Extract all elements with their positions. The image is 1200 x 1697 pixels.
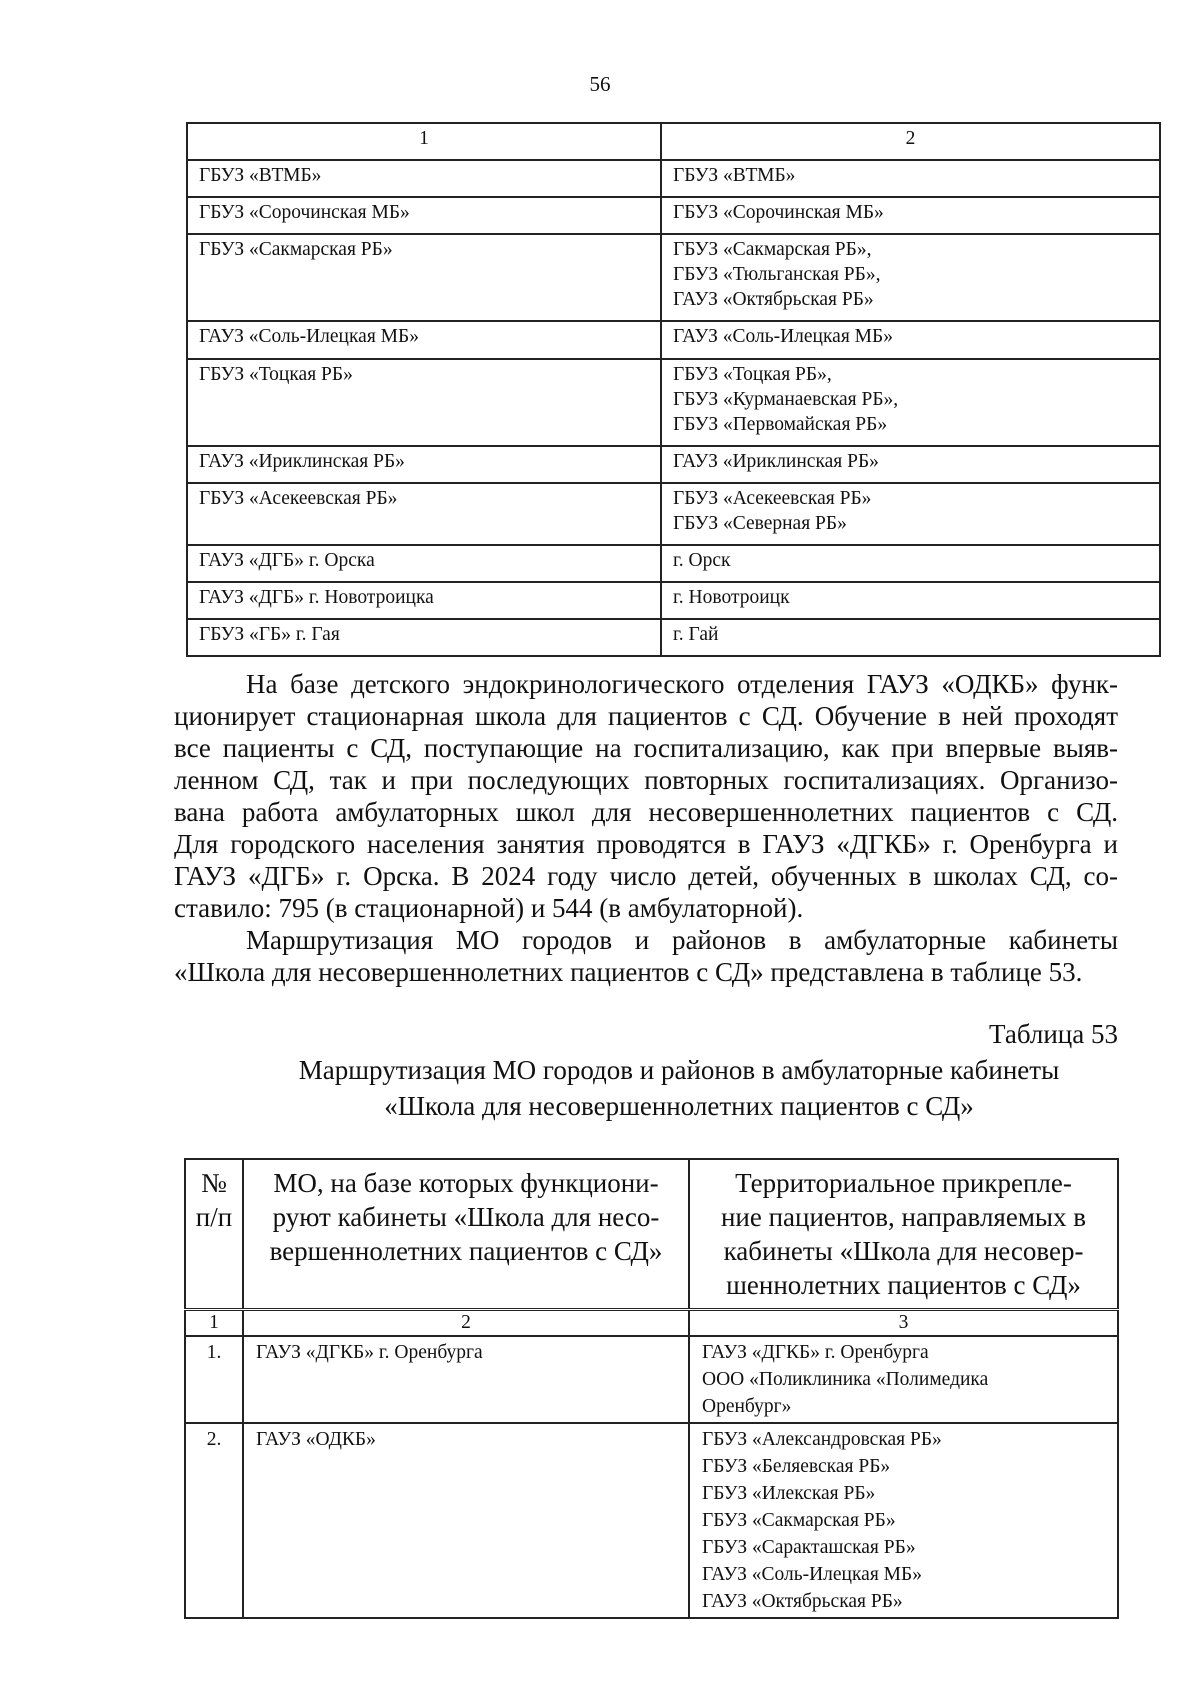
table-label: Таблица 53 [989, 1019, 1118, 1049]
table-row [187, 483, 1160, 545]
text-line: ционирует стационарная школа для пациентов с СД. Обучение в ней проходят [174, 701, 1118, 731]
attached-line: ГАУЗ «Соль-Илецкая МБ» [673, 326, 893, 347]
attached-line: ГБУЗ «Илекская РБ» [702, 1483, 876, 1504]
title-line: «Школа для несовершеннолетних пациентов с СД» [384, 1091, 974, 1121]
table-header-row [187, 123, 1160, 160]
attached-line: ООО «Поликлиника «Полимедика [702, 1369, 989, 1390]
attached-cell [661, 160, 1160, 197]
attached-line: ГБУЗ «Сакмарская РБ» [702, 1510, 896, 1531]
column-number-1: 1 [185, 1310, 243, 1337]
attached-line: ГБУЗ «Тюльганская РБ», [673, 264, 881, 285]
page-number: 56 [589, 72, 611, 96]
header-line: Территориальное прикрепле- [735, 1168, 1072, 1198]
text-line: Для городского населения занятия проводятся в ГАУЗ «ДГКБ» г. Оренбурга и [174, 829, 1118, 859]
text-line: На базе детского эндокринологического отделения ГАУЗ «ОДКБ» функ- [246, 669, 1118, 699]
table-title [174, 1052, 1184, 1124]
attached-line: ГБУЗ «Курманаевская РБ», [673, 389, 899, 410]
mo-cell: ГАУЗ «ДГКБ» г. Оренбурга [243, 1336, 689, 1423]
column-number-2: 2 [243, 1310, 689, 1337]
attached-cell [689, 1423, 1118, 1618]
table-row [187, 446, 1160, 483]
title-line: Маршрутизация МО городов и районов в амбулаторные кабинеты [298, 1055, 1060, 1085]
table-row [185, 1423, 1118, 1618]
column-number-3: 3 [689, 1310, 1118, 1337]
attached-line: ГАУЗ «ДГКБ» г. Оренбурга [702, 1342, 929, 1363]
attached-line: г. Орск [673, 550, 731, 571]
attached-cell [661, 582, 1160, 619]
table-row [187, 582, 1160, 619]
attached-cell [661, 446, 1160, 483]
routing-table-53 [184, 1158, 1119, 1619]
table-row [187, 321, 1160, 359]
table-row [187, 234, 1160, 321]
attached-cell [661, 619, 1160, 656]
header-line: ние пациентов, направляемых в [720, 1202, 1087, 1232]
attached-line: ГАУЗ «Октябрьская РБ» [673, 289, 874, 310]
attached-line: г. Гай [673, 624, 719, 645]
attached-line: ГБУЗ «Северная РБ» [673, 513, 847, 534]
attached-cell [689, 1336, 1118, 1423]
attached-line: ГБУЗ «Первомайская РБ» [673, 414, 888, 435]
table-row [187, 619, 1160, 656]
mo-cell: ГБУЗ «Сакмарская РБ» [187, 234, 661, 321]
attached-cell [661, 321, 1160, 359]
header-line: вершеннолетних пациентов с СД» [269, 1236, 663, 1266]
mo-cell: ГБУЗ «ВТМБ» [187, 160, 661, 197]
header-line: кабинеты «Школа для несовер- [723, 1236, 1084, 1266]
attached-line: ГАУЗ «Октябрьская РБ» [702, 1591, 903, 1612]
attached-line: ГБУЗ «ВТМБ» [673, 165, 796, 186]
mo-cell: ГБУЗ «Сорочинская МБ» [187, 197, 661, 234]
mo-cell: ГАУЗ «ДГБ» г. Новотроицка [187, 582, 661, 619]
attached-line: г. Новотроицк [673, 587, 790, 608]
attached-cell [661, 545, 1160, 582]
attached-line: ГБУЗ «Беляевская РБ» [702, 1456, 891, 1477]
table-row [187, 359, 1160, 446]
mo-cell: ГБУЗ «Тоцкая РБ» [187, 359, 661, 446]
header-mo-column [243, 1159, 689, 1310]
header-number-column [185, 1159, 243, 1310]
header-attached-column [689, 1159, 1118, 1310]
text-line: ленном СД, так и при последующих повторных госпитализациях. Организо- [174, 765, 1118, 795]
attached-line: ГБУЗ «Сакмарская РБ», [673, 239, 872, 260]
row-number: 1. [185, 1336, 243, 1423]
text-line: все пациенты с СД, поступающие на госпитализацию, как при впервые выяв- [174, 733, 1118, 763]
header-line: руют кабинеты «Школа для несо- [272, 1202, 660, 1232]
table-row [187, 160, 1160, 197]
mo-cell: ГАУЗ «Ириклинская РБ» [187, 446, 661, 483]
attached-line: ГАУЗ «Соль-Илецкая МБ» [702, 1564, 922, 1585]
attached-line: ГБУЗ «Тоцкая РБ», [673, 364, 832, 385]
attached-cell [661, 234, 1160, 321]
mo-cell: ГАУЗ «ДГБ» г. Орска [187, 545, 661, 582]
text-line: Маршрутизация МО городов и районов в амбулаторные кабинеты [246, 925, 1118, 955]
attached-line: ГБУЗ «Саракташская РБ» [702, 1537, 916, 1558]
text-line: «Школа для несовершеннолетних пациентов с СД» представлена в таблице 53. [174, 957, 1083, 987]
column-number-2: 2 [661, 123, 1160, 160]
mo-cell: ГАУЗ «ОДКБ» [243, 1423, 689, 1618]
column-number-1: 1 [187, 123, 661, 160]
attached-cell [661, 197, 1160, 234]
paragraph-school-description [174, 668, 1118, 924]
table-row [187, 545, 1160, 582]
paragraph-routing-reference [174, 924, 1118, 988]
table-row [187, 197, 1160, 234]
text-line: ГАУЗ «ДГБ» г. Орска. В 2024 году число детей, обученных в школах СД, со- [174, 861, 1118, 891]
header-line: шеннолетних пациентов с СД» [726, 1270, 1081, 1300]
attached-line: ГБУЗ «Александровская РБ» [702, 1429, 942, 1450]
attached-line: Оренбург» [702, 1396, 792, 1417]
header-line: п/п [195, 1202, 233, 1232]
routing-table-continued [186, 122, 1161, 657]
column-numbers-row [185, 1310, 1118, 1337]
table-row [185, 1336, 1118, 1423]
text-line: вана работа амбулаторных школ для несовершеннолетних пациентов с СД. [174, 797, 1118, 827]
attached-line: ГБУЗ «Асекеевская РБ» [673, 488, 872, 509]
mo-cell: ГБУЗ «Асекеевская РБ» [187, 483, 661, 545]
row-number: 2. [185, 1423, 243, 1618]
attached-line: ГБУЗ «Сорочинская МБ» [673, 202, 884, 223]
attached-line: ГАУЗ «Ириклинская РБ» [673, 451, 879, 472]
text-line: ставило: 795 (в стационарной) и 544 (в амбулаторной). [174, 893, 804, 923]
mo-cell: ГБУЗ «ГБ» г. Гая [187, 619, 661, 656]
table-header-row [185, 1159, 1118, 1310]
mo-cell: ГАУЗ «Соль-Илецкая МБ» [187, 321, 661, 359]
header-line: № [201, 1168, 227, 1198]
attached-cell [661, 359, 1160, 446]
header-line: МО, на базе которых функциони- [273, 1168, 659, 1198]
attached-cell [661, 483, 1160, 545]
